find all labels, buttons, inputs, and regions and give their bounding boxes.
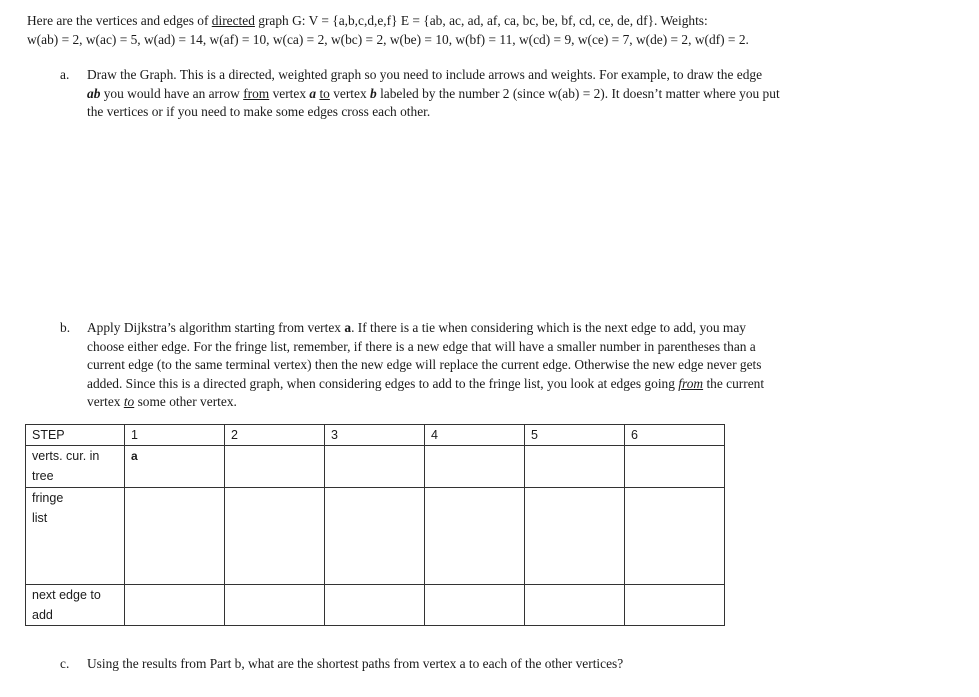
verts-cell-3[interactable] <box>325 446 425 488</box>
step-2: 2 <box>225 425 325 446</box>
next-edge-row <box>26 585 725 626</box>
next-edge-label: next edge to add <box>26 585 125 626</box>
intro-line-1: Here are the vertices and edges of directed graph G: V = {a,b,c,d,e,f} E = {ab, ac, ad, af, ca, bc, be, bf, cd, ce, de, df}. Weights: <box>27 13 708 28</box>
verts-cell-6[interactable] <box>625 446 725 488</box>
intro-line-2: w(ab) = 2, w(ac) = 5, w(ad) = 14, w(af) = 10, w(ca) = 2, w(bc) = 2, w(be) = 10, w(bf) = 11, w(cd) = 9, w(ce) = 7, w(de) = 2, w(df) = 2. <box>27 32 749 47</box>
dijkstra-table <box>25 424 725 626</box>
fringe-cell-3[interactable] <box>325 488 425 585</box>
fringe-cell-2[interactable] <box>225 488 325 585</box>
part-b <box>60 319 860 412</box>
next-edge-cell-6[interactable] <box>625 585 725 626</box>
verts-cell-1: a <box>125 446 225 488</box>
verts-cell-5[interactable] <box>525 446 625 488</box>
fringe-label: fringe list <box>26 488 125 585</box>
next-edge-cell-4[interactable] <box>425 585 525 626</box>
next-edge-cell-5[interactable] <box>525 585 625 626</box>
part-c-text: Using the results from Part b, what are the shortest paths from vertex a to each of the other vertices? <box>87 656 624 671</box>
intro-paragraph <box>27 11 957 49</box>
part-b-marker: b. <box>60 320 71 335</box>
next-edge-cell-1[interactable] <box>125 585 225 626</box>
step-label: STEP <box>26 425 125 446</box>
fringe-row <box>26 488 725 585</box>
part-a <box>60 66 860 122</box>
verts-cell-2[interactable] <box>225 446 325 488</box>
verts-label: verts. cur. in tree <box>26 446 125 488</box>
step-5: 5 <box>525 425 625 446</box>
fringe-cell-5[interactable] <box>525 488 625 585</box>
part-b-text: Apply Dijkstra’s algorithm starting from vertex a. If there is a tie when considering which is the next edge to add, you may choose either edge. For the fringe list, remember, if there is a new edge that will have a smaller number in parentheses than a current edge (to the same terminal vertex) then the new edge will replace the current edge. Otherwise the new edge never gets added. Since this is a directed graph, when considering edges to add to the fringe list, you look at edges going from the current vertex to some other vertex. <box>87 320 765 409</box>
part-c-marker: c. <box>60 656 70 671</box>
next-edge-cell-2[interactable] <box>225 585 325 626</box>
step-4: 4 <box>425 425 525 446</box>
fringe-cell-1[interactable] <box>125 488 225 585</box>
directed-word: directed <box>211 13 255 28</box>
part-c <box>60 655 860 674</box>
fringe-cell-4[interactable] <box>425 488 525 585</box>
verts-cell-4[interactable] <box>425 446 525 488</box>
fringe-cell-6[interactable] <box>625 488 725 585</box>
verts-row <box>26 446 725 488</box>
part-a-marker: a. <box>60 67 70 82</box>
step-6: 6 <box>625 425 725 446</box>
part-a-text: Draw the Graph. This is a directed, weighted graph so you need to include arrows and weights. For example, to draw the edge ab you would have an arrow from vertex a to vertex b labeled by the number 2 (since w(ab) = 2). It doesn’t matter where you put the vertices or if you need to make some edges cross each other. <box>87 67 780 119</box>
step-3: 3 <box>325 425 425 446</box>
next-edge-cell-3[interactable] <box>325 585 425 626</box>
step-1: 1 <box>125 425 225 446</box>
step-row <box>26 425 725 446</box>
